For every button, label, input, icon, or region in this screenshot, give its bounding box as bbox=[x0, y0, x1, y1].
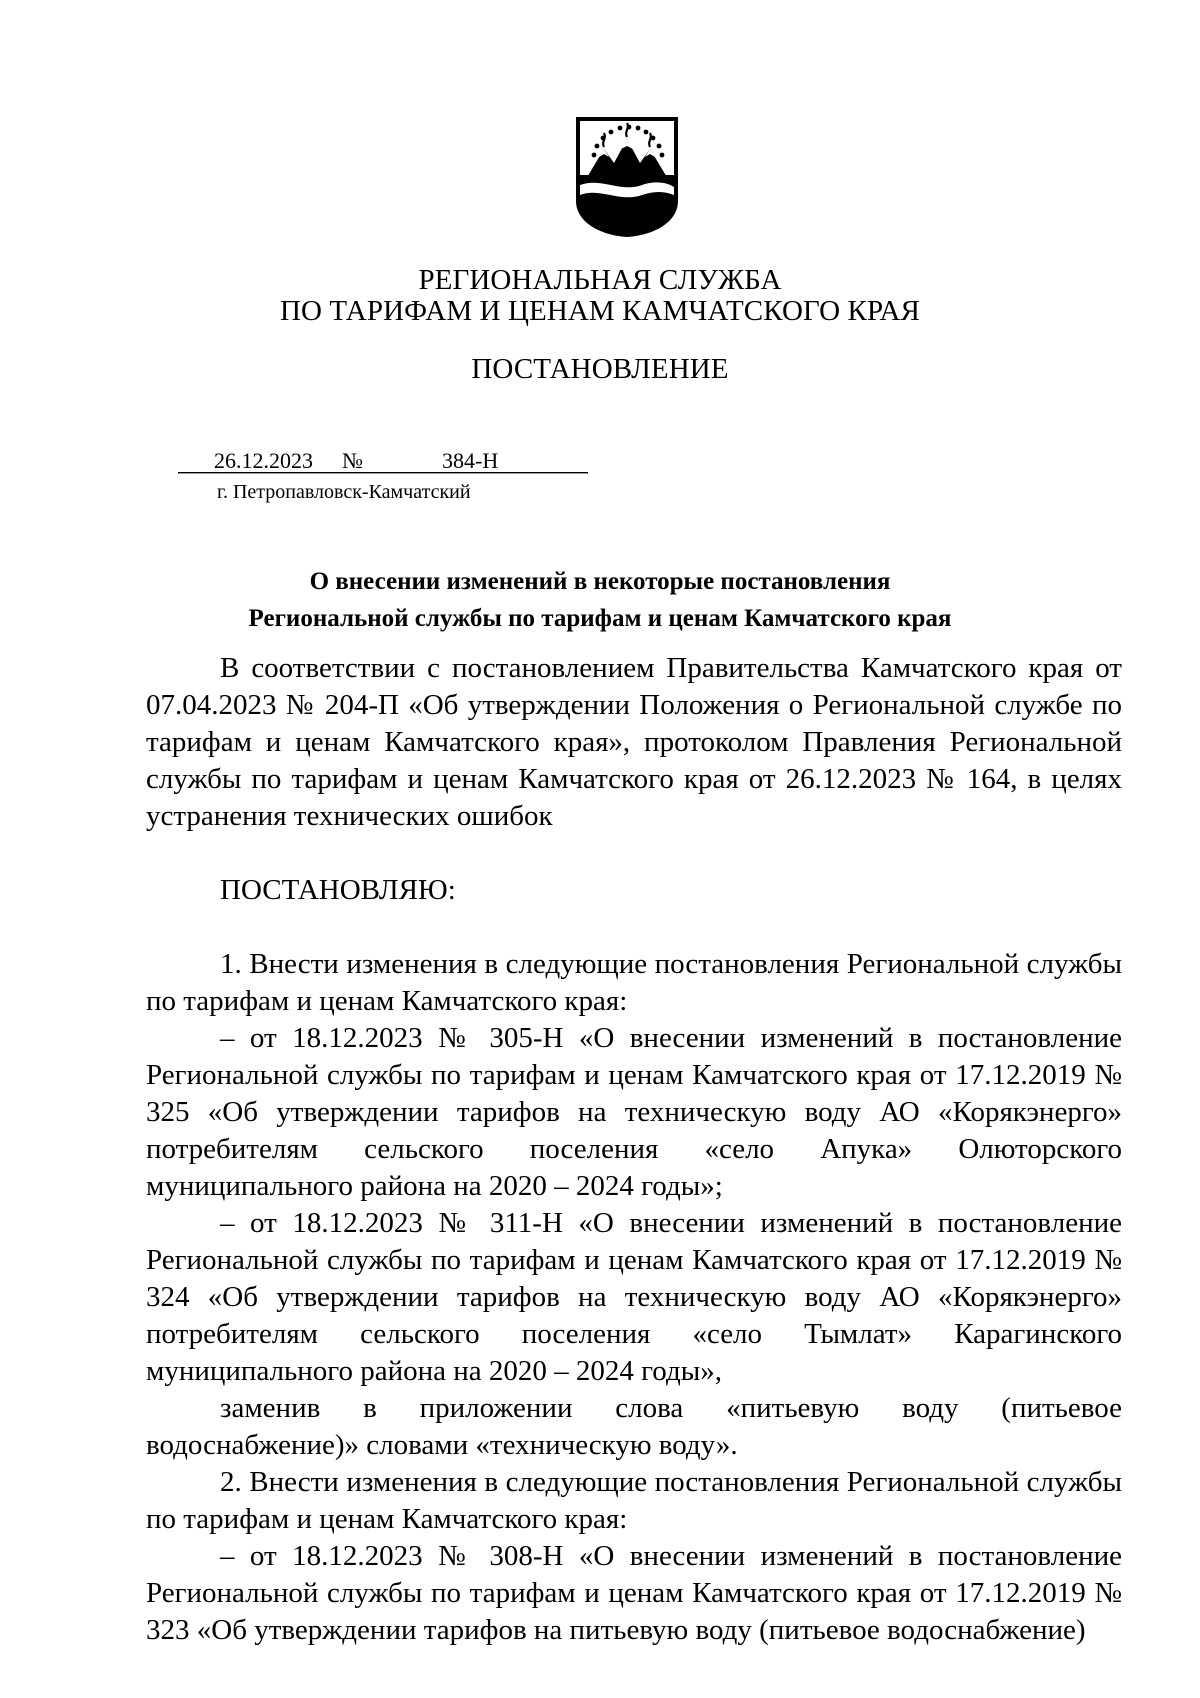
agency-name-line2: ПО ТАРИФАМ И ЦЕНАМ КАМЧАТСКОГО КРАЯ bbox=[280, 295, 920, 327]
document-type: ПОСТАНОВЛЕНИЕ bbox=[471, 353, 729, 385]
clause-2-item-1: – от 18.12.2023 № 308-Н «О внесении изменений в постановление Региональной службы по тарифам и ценам Камчатского края от 17.12.2019 № 323 «Об утверждении тарифов на питьевую воду (питьевое водоснабжение) bbox=[146, 1540, 1122, 1646]
number-sign: № bbox=[342, 448, 363, 473]
document-number: 384-Н bbox=[442, 448, 499, 473]
clause-1: 1. Внести изменения в следующие постановления Региональной службы по тарифам и ценам Камчатского края: bbox=[146, 948, 1122, 1017]
spacer bbox=[146, 835, 1122, 872]
spacer bbox=[146, 909, 1122, 946]
clause-1-item-1: – от 18.12.2023 № 305-Н «О внесении изменений в постановление Региональной службы по тарифам и ценам Камчатского края от 17.12.2019 № 325 «Об утверждении тарифов на техническую воду АО «Корякэнерго» потребителям сельского поселения «село Апука» Олюторского муниципального района на 2020 – 2024 годы»; bbox=[146, 1022, 1122, 1202]
document-title-line2: Региональной службы по тарифам и ценам Камчатского края bbox=[248, 605, 952, 632]
agency-name-line1: РЕГИОНАЛЬНАЯ СЛУЖБА bbox=[418, 264, 782, 296]
document-date: 26.12.2023 bbox=[214, 448, 313, 473]
clause-1-change: заменив в приложении слова «питьевую воду (питьевое водоснабжение)» словами «техническую воду». bbox=[146, 1392, 1122, 1461]
clause-2: 2. Внести изменения в следующие постановления Региональной службы по тарифам и ценам Камчатского края: bbox=[146, 1466, 1122, 1535]
decree-heading: ПОСТАНОВЛЯЮ: bbox=[220, 874, 456, 906]
city: г. Петропавловск-Камчатский bbox=[217, 481, 471, 503]
document-title-line1: О внесении изменений в некоторые постановления bbox=[309, 568, 891, 595]
kamchatka-coat-of-arms-emblem bbox=[572, 113, 682, 239]
date-underline-shadow bbox=[178, 473, 588, 474]
document-body bbox=[146, 650, 1122, 1649]
date-number-row bbox=[178, 445, 588, 477]
clause-1-item-2: – от 18.12.2023 № 311-Н «О внесении изменений в постановление Региональной службы по тарифам и ценам Камчатского края от 17.12.2019 № 324 «Об утверждении тарифов на техническую воду АО «Корякэнерго» потребителям сельского поселения «село Тымлат» Карагинского муниципального района на 2020 – 2024 годы», bbox=[146, 1207, 1122, 1387]
preamble-paragraph: В соответствии с постановлением Правительства Камчатского края от 07.04.2023 № 204-П «Об утверждении Положения о Региональной службе по тарифам и ценам Камчатского края», протоколом Правления Региональной службы по тарифам и ценам Камчатского края от 26.12.2023 № 164, в целях устранения технических ошибок bbox=[146, 652, 1122, 832]
